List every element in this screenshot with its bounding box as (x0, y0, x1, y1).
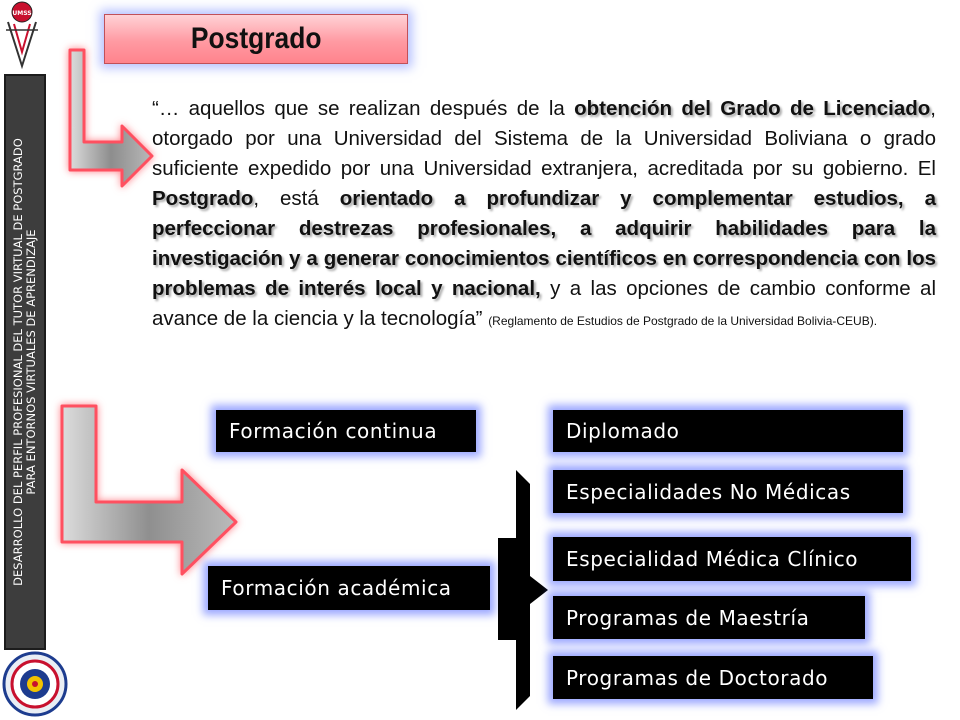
program-especialidades-label: Especialidades No Médicas (566, 479, 851, 504)
bracket-arrow-icon (498, 470, 548, 710)
program-especialidades-no-medicas[interactable] (553, 470, 903, 513)
postgrado-definition (152, 94, 936, 334)
definition-text-1: “… aquellos que se realizan después de la (152, 97, 575, 120)
sidebar-banner-text (12, 77, 38, 647)
school-seal-icon (2, 650, 68, 718)
page-title: Postgrado (190, 22, 322, 55)
category-formacion-academica[interactable] (208, 566, 490, 610)
definition-text-4: y a las opciones de cambio conforme al avance de la ciencia y la tecnología” (152, 277, 936, 330)
definition-text-2: , otorgado por una Universidad del Sistema de la Universidad Boliviana o grado suficiente expedido por una Universidad extranjera, acreditada por su gobierno. El (152, 97, 936, 180)
category-formacion-continua-label: Formación continua (229, 419, 438, 443)
definition-highlight-2: Postgrado (152, 187, 254, 210)
logo-top-text: UMSS (12, 10, 32, 17)
umss-logo-icon (0, 0, 44, 72)
definition-highlight-3: orientado a profundizar y complementar estudios, a perfeccionar destrezas profesionales, a adquirir habilidades para la investigación y a generar conocimientos científicos en correspondencia con los problemas de interés local y nacional, (152, 187, 936, 300)
program-doctorado[interactable] (553, 656, 873, 699)
sidebar-line-1: DESARROLLO DEL PERFIL PROFESIONAL DEL TUTOR VIRTUAL DE POSTGRADO (11, 138, 25, 586)
program-maestria-label: Programas de Maestría (566, 605, 810, 630)
program-especialidad-medica[interactable] (553, 537, 911, 581)
program-doctorado-label: Programas de Doctorado (566, 665, 829, 690)
definition-reference: (Reglamento de Estudios de Postgrado de la Universidad Bolivia-CEUB). (488, 314, 878, 328)
program-diplomado-label: Diplomado (566, 419, 680, 443)
program-maestria[interactable] (553, 596, 865, 639)
sidebar-line-2: PARA ENTORNOS VIRTUALES DE APRENDIZAJE (24, 229, 38, 495)
definition-text-3: , está (253, 187, 340, 210)
definition-highlight-1: obtención del Grado de Licenciado (574, 97, 931, 120)
sidebar-banner (4, 74, 46, 650)
program-especialidad-medica-label: Especialidad Médica Clínico (566, 547, 859, 571)
category-formacion-continua[interactable] (216, 410, 476, 452)
program-diplomado[interactable] (553, 410, 903, 452)
category-formacion-academica-label: Formación académica (221, 576, 452, 600)
l-arrow-icon (58, 44, 158, 194)
